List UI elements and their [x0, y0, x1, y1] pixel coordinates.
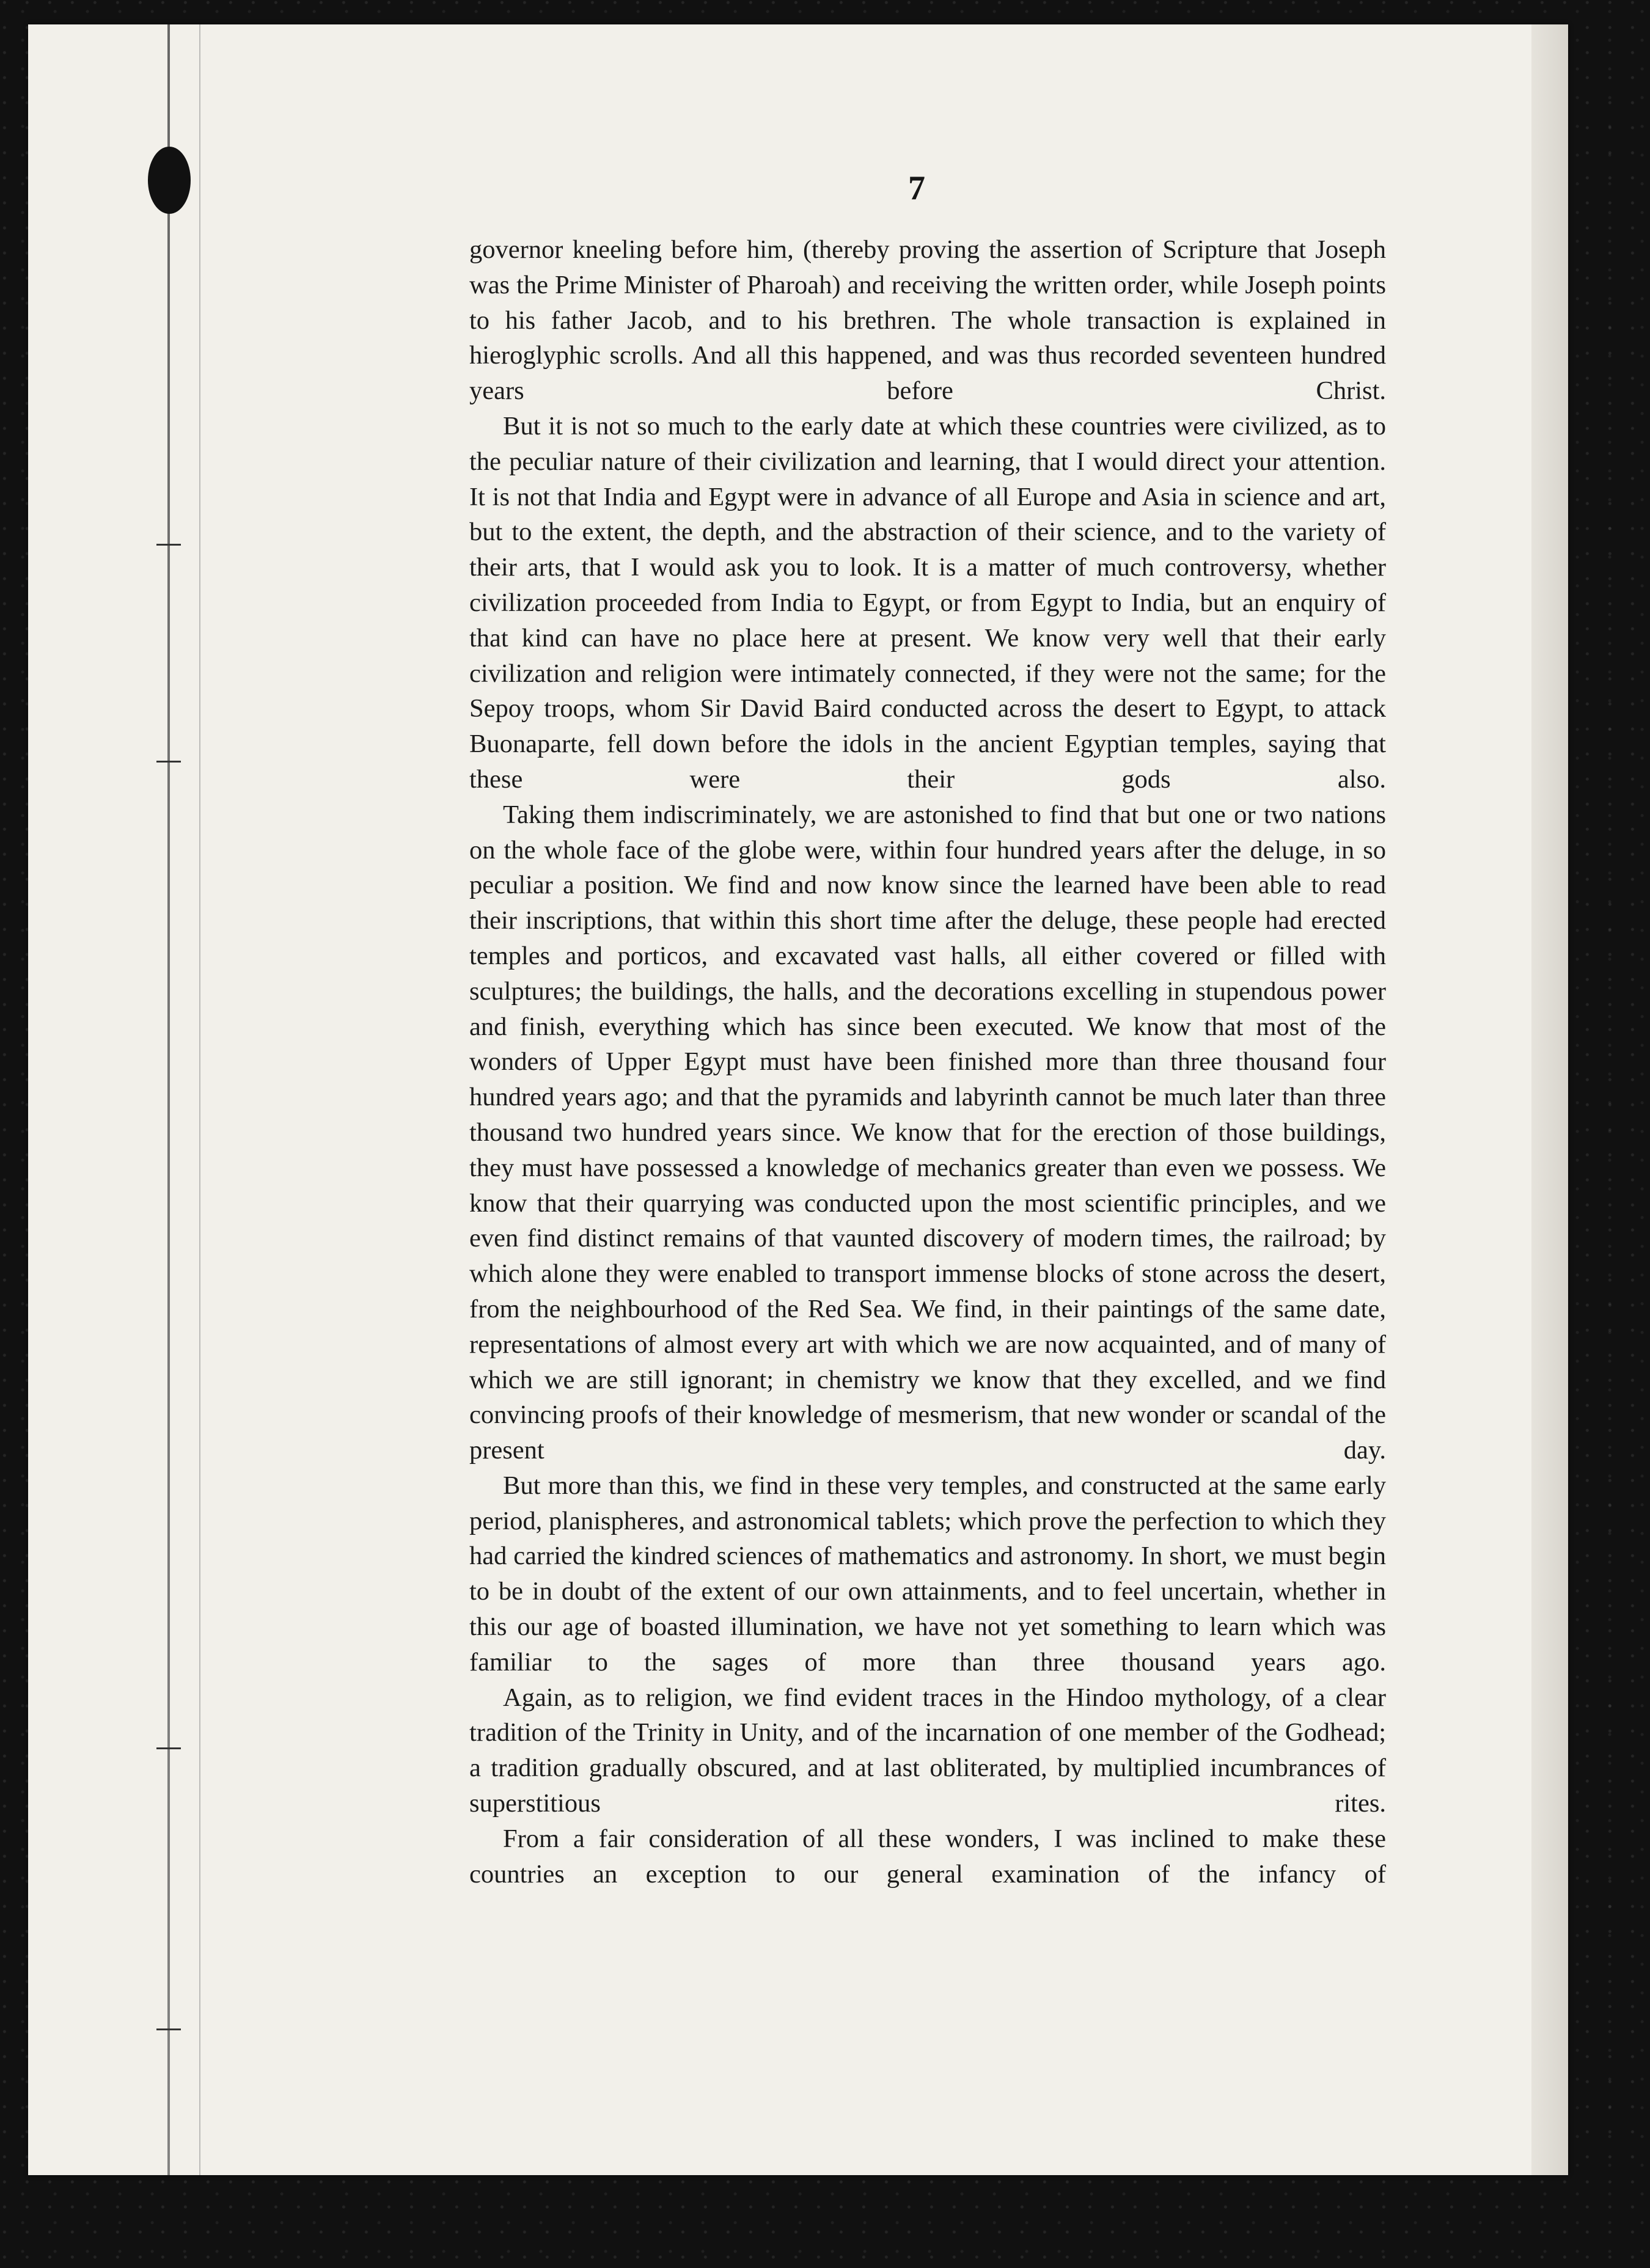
paragraph: But more than this, we find in these very temples, and constructed at the same early period, planispheres, and astronomical tablets; which prove the perfection to which they had carried the kindred sciences of mathematics and astronomy. In short, we must begin to be in doubt of the extent of our own attainments, and to feel uncertain, whether in this our age of boasted illumination, we have not yet something to learn which was familiar to the sages of more than three thousand years ago. [469, 1471, 1386, 1677]
page-number: 7 [908, 169, 925, 207]
page-edge-shadow [1531, 24, 1568, 2175]
binding-stitch-line [167, 24, 170, 2175]
binding-margin-line [199, 24, 200, 2175]
paragraph: Taking them indiscriminately, we are astonished to find that but one or two nations on the whole face of the globe were, within four hundred years after the deluge, in so peculiar a position. We find and now know since the learned have been able to read their inscriptions, that within this short time after the deluge, these people had erected temples and porticos, and excavated vast halls, all either covered or filled with sculptures; the buildings, the halls, and the decorations excelling in stupendous power and finish, everything which has since been executed. We know that most of the wonders of Upper Egypt must have been finished more than three thousand four hundred years ago; and that the pyramids and labyrinth cannot be much later than three thousand two hundred years since. We know that for the erection of those buildings, they must have possessed a knowledge of mechanics greater than even we possess. We know that their quarrying was conducted upon the most scientific principles, and we even find distinct remains of that vaunted discovery of modern times, the railroad; by which alone they were enabled to transport immense blocks of stone across the desert, from the neighbourhood of the Red Sea. We find, in their paintings of the same date, representations of almost every art with which we are now acquainted, and of many of which we are still ignorant; in chemistry we know that they excelled, and we find convincing proofs of their knowledge of mesmerism, that new wonder or scandal of the present day. [469, 800, 1386, 1465]
paragraph: governor kneeling before him, (thereby proving the assertion of Scripture that Joseph was the Prime Minister of Pharoah) and receiving the written order, while Joseph points to his father Jacob, and to his brethren. The whole transaction is explained in hieroglyphic scrolls. And all this happened, and was thus recorded seventeen hundred years before Christ. [469, 235, 1386, 406]
binding-tick-mark [156, 1747, 181, 1749]
binding-tick-mark [156, 544, 181, 546]
binding-tick-mark [156, 761, 181, 763]
binding-tick-mark [156, 2028, 181, 2030]
paragraph: From a fair consideration of all these wonders, I was inclined to make these countries an exception to our general examination of the infancy of [469, 1824, 1386, 1889]
paragraph: But it is not so much to the early date at which these countries were civilized, as to the peculiar nature of their civilization and learning, that I would direct your attention. It is not that India and Egypt were in advance of all Europe and Asia in science and art, but to the extent, the depth, and the abstraction of their science, and to the variety of their arts, that I would ask you to look. It is a matter of much controversy, whether civilization proceeded from India to Egypt, or from Egypt to India, but an enquiry of that kind can have no place here at present. We know very well that their early civilization and religion were intimately connected, if they were not the same; for the Sepoy troops, whom Sir David Baird conducted across the desert to Egypt, to attack Buonaparte, fell down before the idols in the ancient Egyptian temples, saying that these were their gods also. [469, 411, 1386, 794]
body-text [469, 232, 1386, 1892]
binding-ink-blot [148, 147, 191, 214]
book-page [28, 24, 1568, 2175]
paragraph: Again, as to religion, we find evident traces in the Hindoo mythology, of a clear tradition of the Trinity in Unity, and of the incarnation of one member of the Godhead; a tradition gradually obscured, and at last obliterated, by multiplied incumbrances of superstitious rites. [469, 1683, 1386, 1818]
